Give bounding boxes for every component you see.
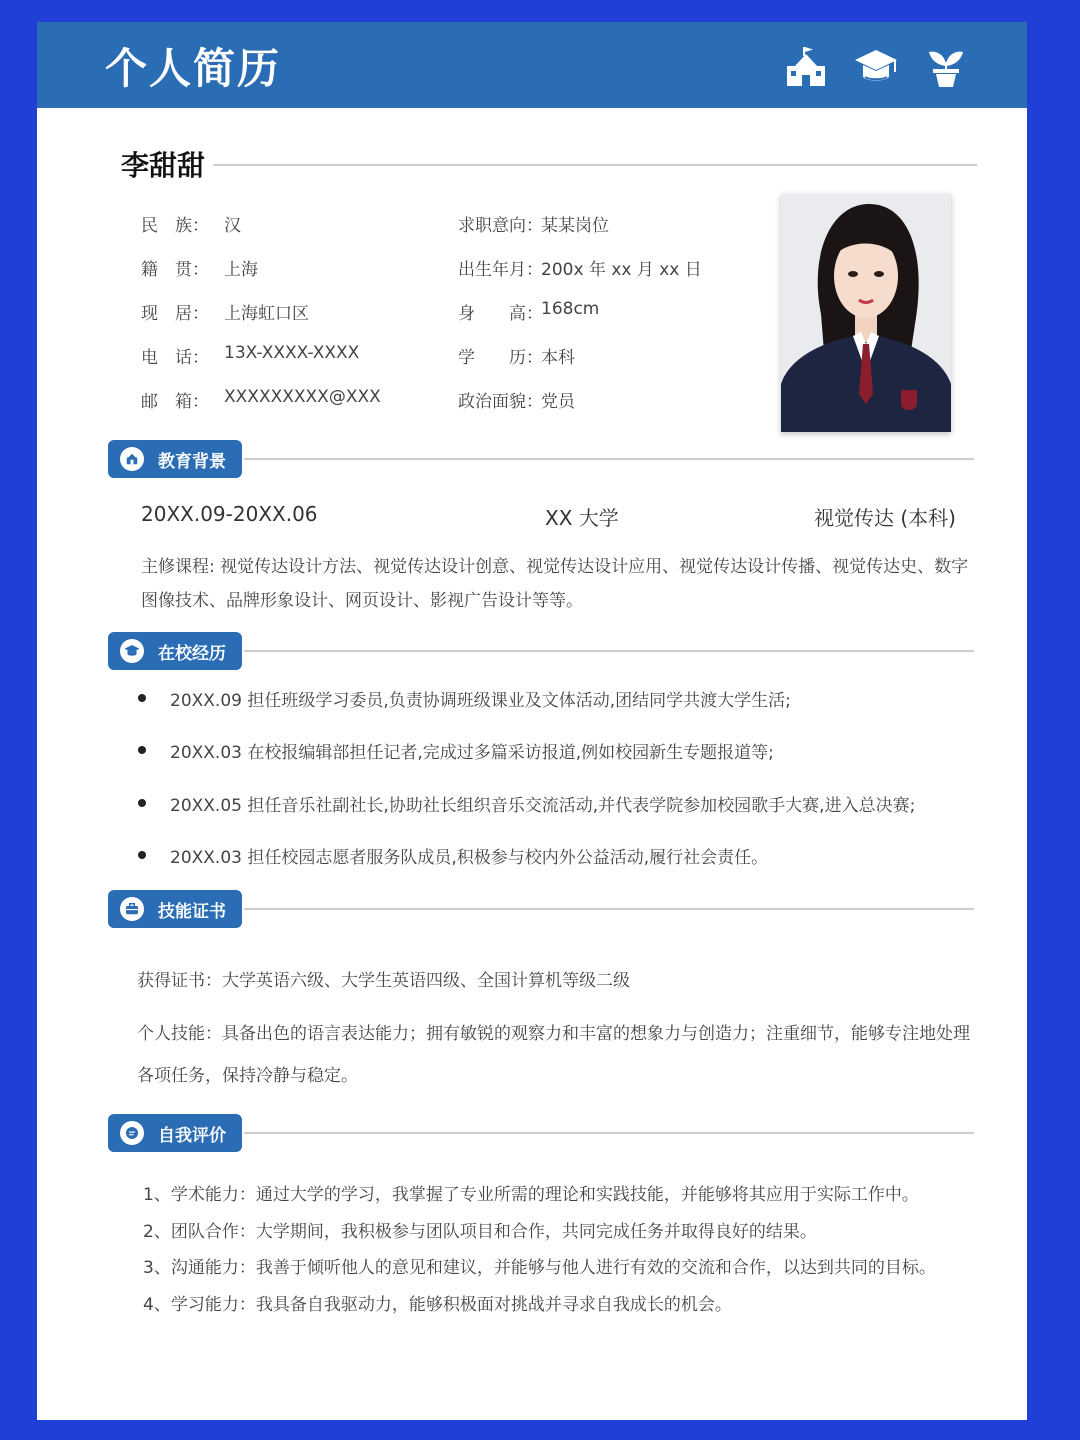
campus-item: 20XX.09 担任班级学习委员,负责协调班级课业及文体活动,团结同学共渡大学生活; — [170, 691, 791, 711]
info-value-hometown: 上海 — [224, 260, 258, 280]
campus-bullet — [138, 851, 146, 859]
chat-bubble-icon — [120, 1121, 144, 1145]
info-value-ethnicity: 汉 — [224, 216, 241, 236]
education-icon — [120, 447, 144, 471]
info-value-residence: 上海虹口区 — [224, 304, 309, 324]
section-education-pill — [108, 440, 242, 478]
skills-ability-line2: 各项任务，保持冷静与稳定。 — [137, 1066, 358, 1086]
page-title: 个人简历 — [105, 44, 282, 93]
skills-ability-line1: 个人技能：具备出色的语言表达能力；拥有敏锐的观察力和丰富的想象力与创造力；注重细节，能够专注地处理 — [137, 1024, 970, 1044]
section-self-eval-title: 自我评价 — [158, 1125, 226, 1146]
briefcase-icon — [120, 897, 144, 921]
self-eval-item: 3、沟通能力：我善于倾听他人的意见和建议，并能够与他人进行有效的交流和合作，以达到共同的目标。 — [143, 1258, 936, 1278]
self-eval-item: 2、团队合作：大学期间，我积极参与团队项目和合作，共同完成任务并取得良好的结果。 — [143, 1222, 817, 1242]
campus-bullet — [138, 746, 146, 754]
education-courses-line1: 主修课程: 视觉传达设计方法、视觉传达设计创意、视觉传达设计应用、视觉传达设计传播、视觉传达史、数字 — [141, 557, 969, 577]
info-label-email: 邮 箱： — [141, 392, 209, 412]
info-label-height: 身 高： — [458, 304, 543, 324]
info-value-political: 党员 — [541, 392, 575, 412]
info-value-email: XXXXXXXXX@XXX — [224, 387, 381, 407]
name-row — [121, 144, 977, 184]
section-campus-header — [108, 632, 974, 672]
education-major: 视觉传达 (本科) — [814, 506, 956, 530]
banner-icon-group — [783, 44, 969, 90]
skills-certificates: 获得证书：大学英语六级、大学生英语四级、全国计算机等级二级 — [137, 971, 630, 991]
campus-bullet — [138, 694, 146, 702]
campus-item: 20XX.03 担任校园志愿者服务队成员,积极参与校内外公益活动,履行社会责任。 — [170, 848, 769, 868]
header-banner — [37, 22, 1027, 108]
section-skills-pill — [108, 890, 242, 928]
campus-icon — [120, 639, 144, 663]
graduation-cap-icon — [853, 44, 899, 90]
campus-item: 20XX.05 担任音乐社副社长,协助社长组织音乐交流活动,并代表学院参加校园歌手大赛,进入总决赛; — [170, 796, 916, 816]
info-value-phone: 13X-XXXX-XXXX — [224, 343, 360, 363]
info-label-ethnicity: 民 族： — [141, 216, 209, 236]
section-campus-divider — [244, 650, 974, 652]
campus-bullet — [138, 799, 146, 807]
info-label-hometown: 籍 贯： — [141, 260, 209, 280]
section-skills-divider — [244, 908, 974, 910]
campus-item: 20XX.03 在校报编辑部担任记者,完成过多篇采访报道,例如校园新生专题报道等; — [170, 743, 774, 763]
building-icon — [783, 44, 829, 90]
section-self-eval-pill — [108, 1114, 242, 1152]
info-value-degree: 本科 — [541, 348, 575, 368]
section-skills-title: 技能证书 — [158, 901, 226, 922]
profile-photo — [781, 194, 951, 432]
name-divider — [213, 164, 977, 166]
section-education-header — [108, 440, 974, 480]
candidate-name: 李甜甜 — [121, 149, 206, 182]
section-skills-header — [108, 890, 974, 930]
education-date: 20XX.09-20XX.06 — [141, 502, 318, 526]
section-self-eval-header — [108, 1114, 974, 1154]
self-eval-item: 1、学术能力：通过大学的学习，我掌握了专业所需的理论和实践技能，并能够将其应用于实际工作中。 — [143, 1185, 919, 1205]
section-campus-pill — [108, 632, 242, 670]
section-self-eval-divider — [244, 1132, 974, 1134]
resume-sheet — [37, 22, 1027, 1420]
info-value-height: 168cm — [541, 299, 600, 319]
plant-icon — [923, 44, 969, 90]
education-school: XX 大学 — [545, 506, 619, 530]
self-eval-item: 4、学习能力：我具备自我驱动力，能够积极面对挑战并寻求自我成长的机会。 — [143, 1295, 732, 1315]
info-value-birth: 200x 年 xx 月 xx 日 — [541, 260, 702, 280]
info-label-phone: 电 话： — [141, 348, 209, 368]
info-label-birth: 出生年月： — [458, 260, 543, 280]
section-education-divider — [244, 458, 974, 460]
info-label-political: 政治面貌： — [458, 392, 543, 412]
info-label-degree: 学 历： — [458, 348, 543, 368]
section-campus-title: 在校经历 — [158, 643, 226, 664]
education-courses-line2: 图像技术、品牌形象设计、网页设计、影视广告设计等等。 — [141, 591, 583, 611]
info-value-job-intention: 某某岗位 — [541, 216, 609, 236]
info-label-residence: 现 居： — [141, 304, 209, 324]
section-education-title: 教育背景 — [158, 451, 226, 472]
info-label-job-intention: 求职意向： — [458, 216, 543, 236]
